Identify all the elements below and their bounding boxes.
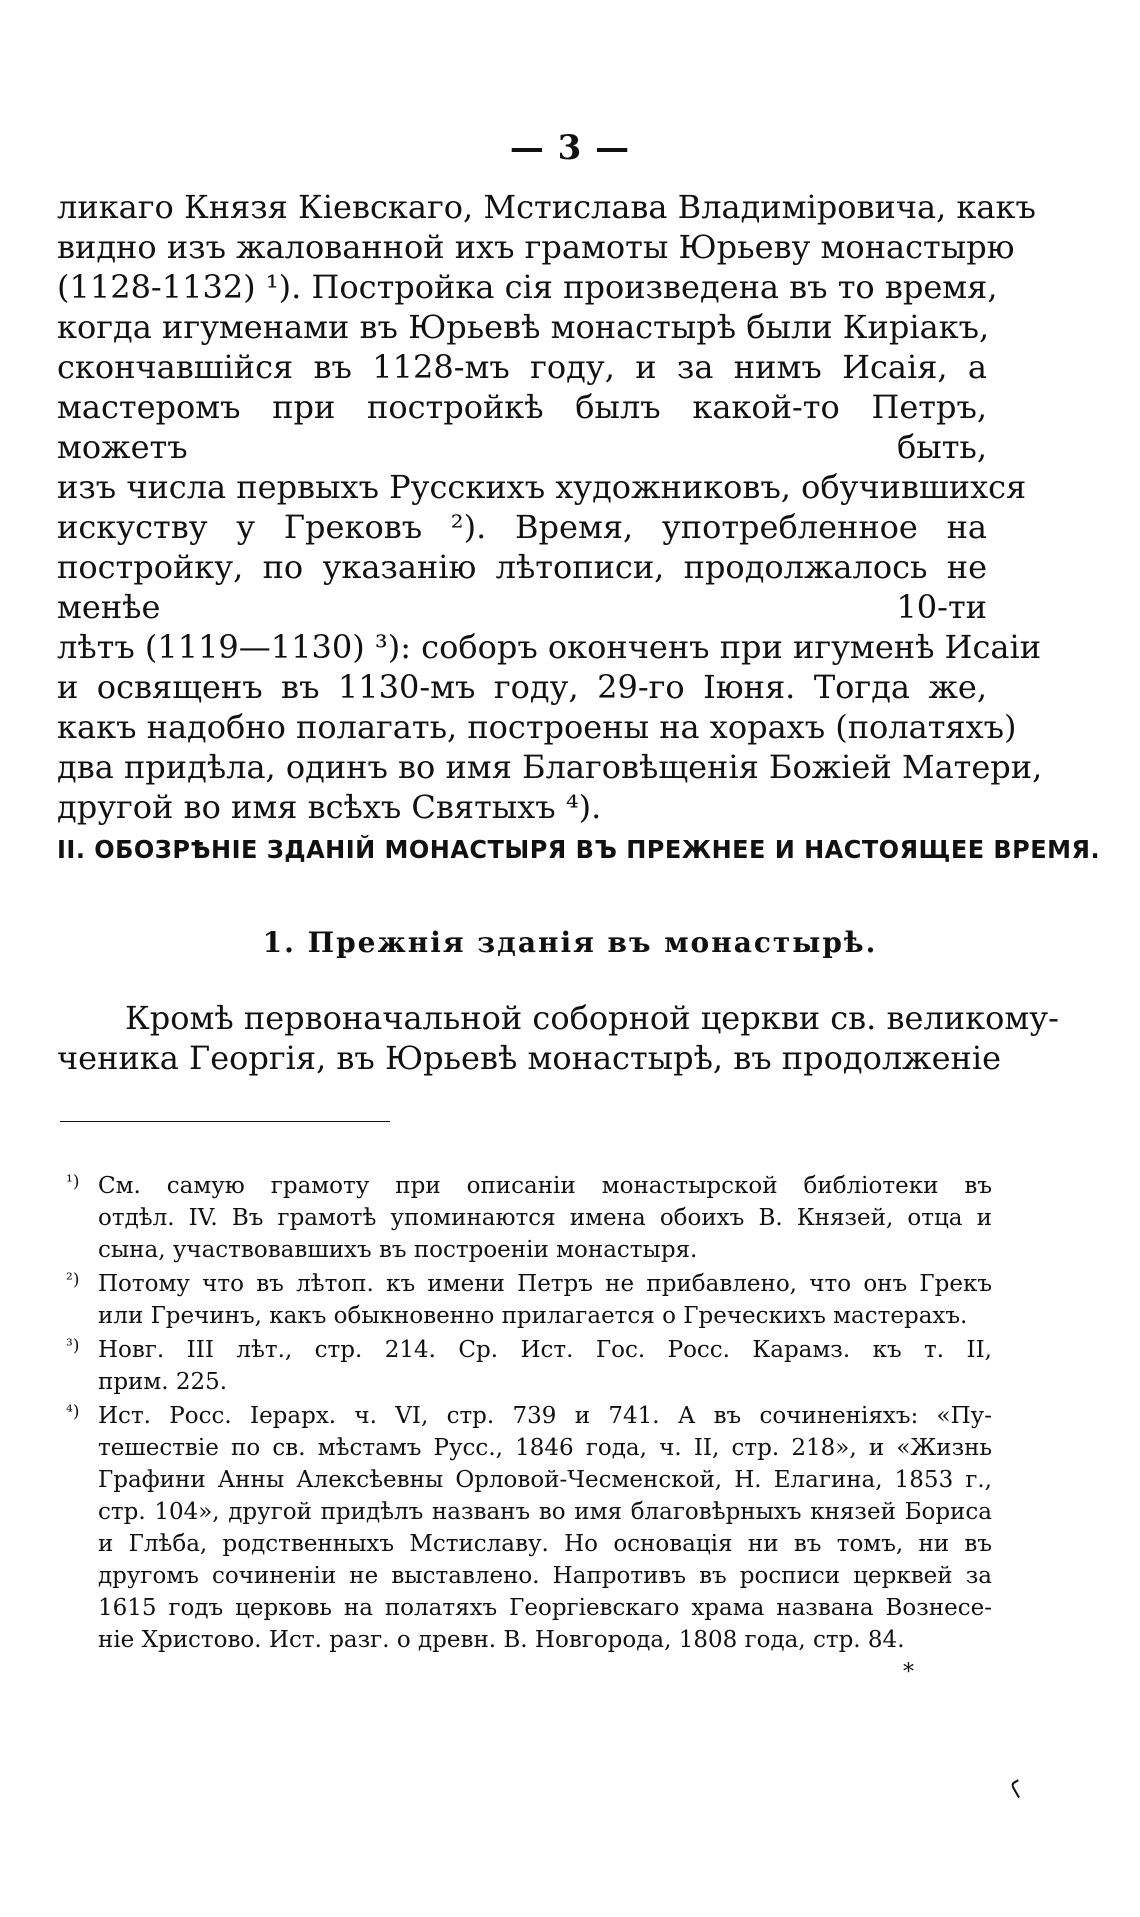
footnote-body — [98, 1334, 992, 1398]
text-line: Кромѣ первоначальной соборной церкви св. великому- — [125, 999, 1059, 1037]
text-line: два придѣла, одинъ во имя Благовѣщенія Божіей Матери, — [57, 748, 1043, 786]
text-line: какъ надобно полагать, построены на хорахъ (полатяхъ) — [57, 708, 1017, 746]
footnote-line: Ист. Росс. Іерарх. ч. VI, стр. 739 и 741. А въ сочиненіяхъ: «Пу- — [98, 1403, 992, 1429]
text-line: ченика Георгія, въ Юрьевѣ монастырѣ, въ продолженіе — [57, 1039, 1002, 1077]
text-line: видно изъ жалованной ихъ грамоты Юрьеву монастырю — [57, 228, 1015, 266]
subsection-heading: 1. Прежнія зданія въ монастырѣ. — [262, 926, 878, 959]
opening-paragraph — [57, 187, 1043, 827]
text-line: ликаго Князя Кіевскаго, Мстислава Владиміровича, какъ — [57, 188, 1036, 226]
footnote-mark: ¹) — [66, 1172, 80, 1192]
footnote-line: Графини Анны Алексѣевны Орловой-Чесменской, Н. Елагина, 1853 г., — [98, 1467, 992, 1493]
footnotes — [66, 1170, 992, 1658]
footnote-line: ніе Христово. Ист. разг. о древн. В. Новгорода, 1808 года, стр. 84. — [98, 1627, 905, 1653]
footnote-mark: ³) — [66, 1336, 80, 1356]
footnote — [66, 1268, 992, 1332]
footnote-line: тешествіе по св. мѣстамъ Русс., 1846 года, ч. II, стр. 218», и «Жизнь — [98, 1435, 992, 1461]
footnote-divider — [60, 1121, 390, 1122]
second-paragraph — [57, 998, 1059, 1078]
footnote-line: Потому что въ лѣтоп. къ имени Петръ не прибавлено, что онъ Грекъ — [98, 1271, 992, 1297]
footnote — [66, 1170, 992, 1266]
footnote-body — [98, 1268, 992, 1332]
text-line: изъ числа первыхъ Русскихъ художниковъ, обучившихся — [57, 468, 1027, 506]
margin-mark: ╭ — [997, 1768, 1027, 1802]
footnote-line: или Гречинъ, какъ обыкновенно прилагается о Греческихъ мастерахъ. — [98, 1303, 968, 1329]
footnote-mark: ²) — [66, 1270, 80, 1290]
text-line: когда игуменами въ Юрьевѣ монастырѣ были Киріакъ, — [57, 308, 990, 346]
text-line: (1128-1132) ¹). Постройка сія произведена въ то время, — [57, 268, 998, 306]
footnote-line: стр. 104», другой придѣлъ названъ во имя благовѣрныхъ князей Бориса — [98, 1499, 992, 1525]
text-line: другой во имя всѣхъ Святыхъ ⁴). — [57, 788, 602, 826]
text-line: скончавшійся въ 1128-мъ году, и за нимъ Исаія, а мастеромъ при постройкѣ былъ какой-то Петръ, можетъ быть, — [57, 348, 987, 466]
page-number: — 3 — — [509, 128, 631, 168]
text-line: и освященъ въ 1130-мъ году, 29-го Іюня. Тогда же, — [57, 668, 987, 706]
footnote-line: Новг. III лѣт., стр. 214. Ср. Ист. Гос. Росс. Карамз. къ т. II, — [98, 1337, 992, 1363]
footnote-line: отдѣл. IV. Въ грамотѣ упоминаются имена обоихъ В. Князей, отца и — [98, 1205, 992, 1231]
section-heading: II. ОБОЗРѢНІЕ ЗДАНІЙ МОНАСТЫРЯ ВЪ ПРЕЖНЕЕ И НАСТОЯЩЕЕ ВРЕМЯ. — [57, 835, 1101, 864]
footnote-line: См. самую грамоту при описаніи монастырской библіотеки въ — [98, 1173, 992, 1199]
footnote-body — [98, 1400, 992, 1656]
footnote — [66, 1400, 992, 1656]
footnote — [66, 1334, 992, 1398]
footnote-line: другомъ сочиненіи не выставлено. Напротивъ въ росписи церквей за — [98, 1563, 992, 1589]
text-line: искуству у Грековъ ²). Время, употребленное на постройку, по указанію лѣтописи, продолжалось не менѣе 10-ти — [57, 508, 987, 626]
footnote-line: прим. 225. — [98, 1369, 228, 1395]
footnote-line: и Глѣба, родственныхъ Мстиславу. Но основація ни въ томъ, ни въ — [98, 1531, 992, 1557]
text-line: лѣтъ (1119—1130) ³): соборъ оконченъ при игуменѣ Исаіи — [57, 628, 1042, 666]
footnote-line: 1615 годъ церковь на полатяхъ Георгіевскаго храма названа Вознесе- — [98, 1595, 992, 1621]
footnote-mark: ⁴) — [66, 1402, 80, 1422]
footnote-body — [98, 1170, 992, 1266]
signature-mark: * — [903, 1660, 914, 1685]
footnote-line: сына, участвовавшихъ въ построеніи монастыря. — [98, 1237, 698, 1263]
